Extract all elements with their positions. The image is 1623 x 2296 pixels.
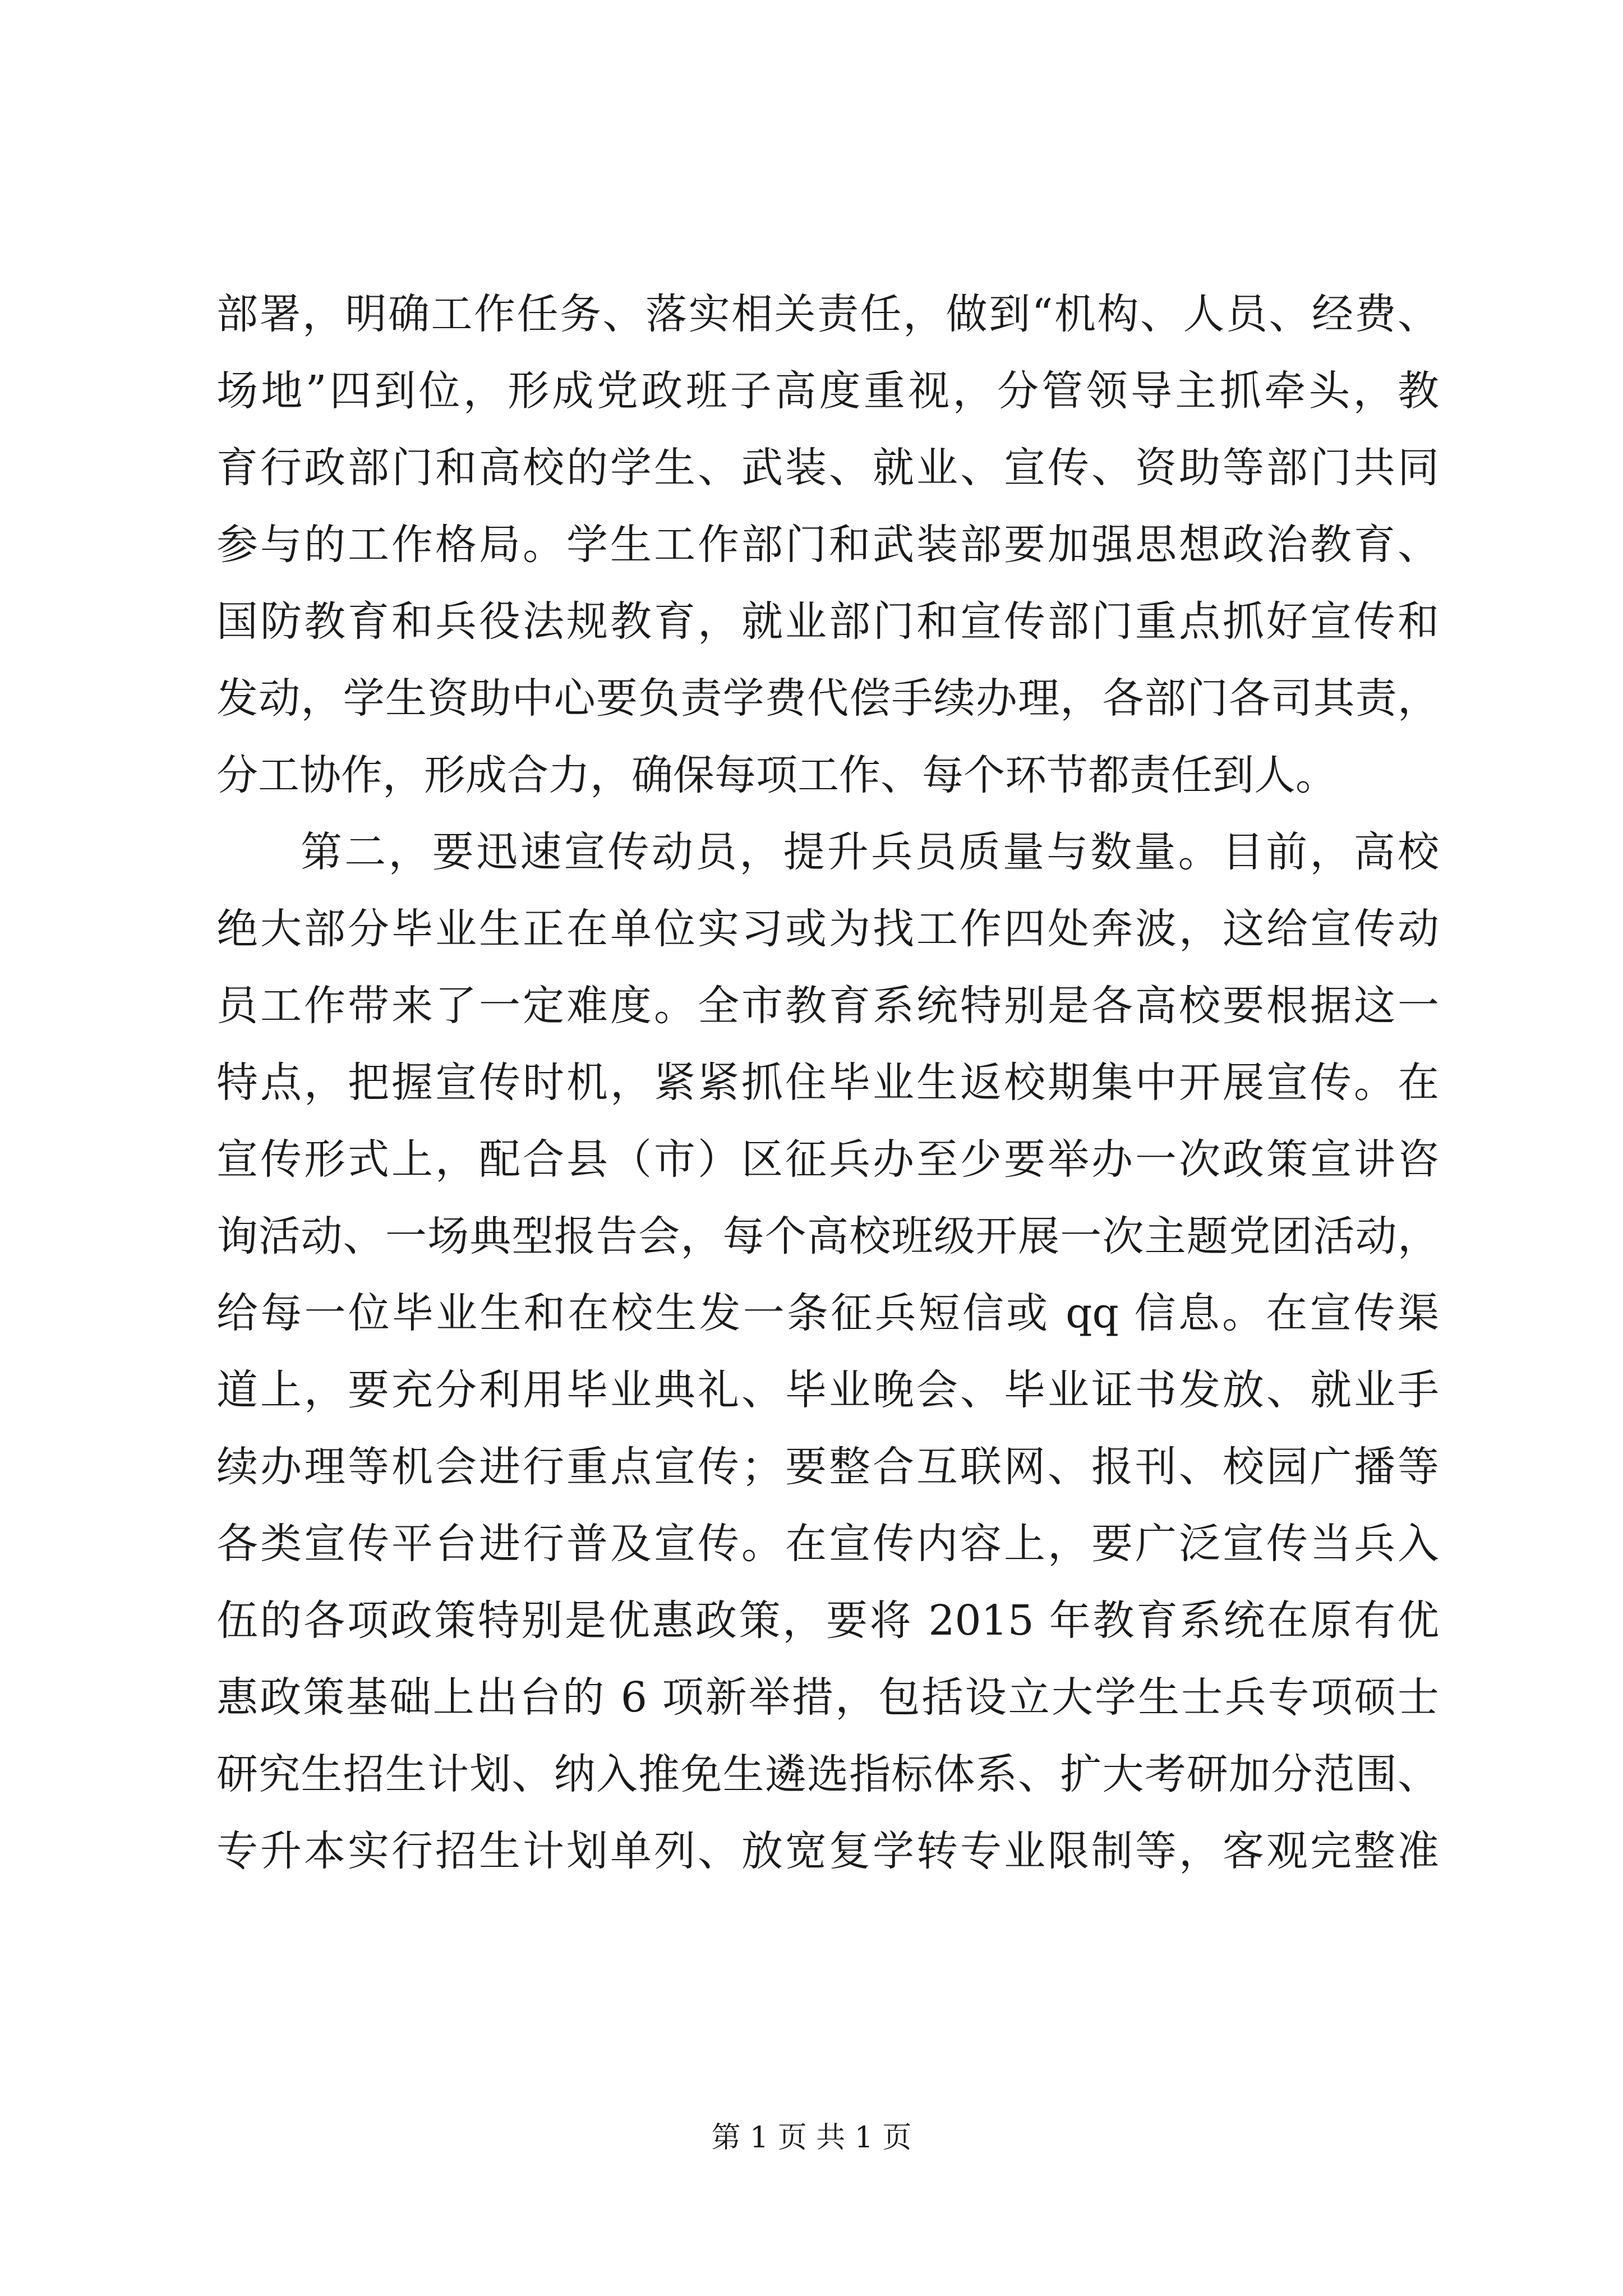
page-number-footer: 第 1 页 共 1 页	[711, 2121, 912, 2155]
text-line: 国防教育和兵役法规教育，就业部门和宣传部门重点抓好宣传和	[216, 597, 1439, 646]
text-line: 询活动、一场典型报告会，每个高校班级开展一次主题党团活动，	[216, 1212, 1439, 1260]
text-line: 研究生招生计划、纳入推免生遴选指标体系、扩大考研加分范围、	[216, 1750, 1439, 1798]
text-line: 惠政策基础上出台的 6 项新举措，包括设立大学生士兵专项硕士	[216, 1673, 1439, 1722]
text-line: 伍的各项政策特别是优惠政策，要将 2015 年教育系统在原有优	[216, 1596, 1439, 1645]
text-line: 各类宣传平台进行普及宣传。在宣传内容上，要广泛宣传当兵入	[216, 1520, 1439, 1568]
text-line: 育行政部门和高校的学生、武装、就业、宣传、资助等部门共同	[216, 444, 1439, 492]
text-line: 续办理等机会进行重点宣传；要整合互联网、报刊、校园广播等	[216, 1443, 1439, 1491]
text-line: 参与的工作格局。学生工作部门和武装部要加强思想政治教育、	[216, 521, 1439, 569]
text-line: 员工作带来了一定难度。全市教育系统特别是各高校要根据这一	[216, 982, 1439, 1030]
text-line: 专升本实行招生计划单列、放宽复学转专业限制等，客观完整准	[216, 1827, 1439, 1875]
text-line: 分工协作，形成合力，确保每项工作、每个环节都责任到人。	[216, 751, 1337, 799]
text-line: 宣传形式上，配合县（市）区征兵办至少要举办一次政策宣讲咨	[216, 1135, 1439, 1184]
text-line: 给每一位毕业生和在校生发一条征兵短信或 qq 信息。在宣传渠	[216, 1289, 1439, 1337]
text-line: 道上，要充分利用毕业典礼、毕业晚会、毕业证书发放、就业手	[216, 1366, 1439, 1414]
text-line: 部署，明确工作任务、落实相关责任，做到“机构、人员、经费、	[216, 290, 1439, 338]
text-line: 场地”四到位，形成党政班子高度重视，分管领导主抓牵头，教	[216, 367, 1439, 415]
paragraph-start-line: 第二，要迅速宣传动员，提升兵员质量与数量。目前，高校	[301, 828, 1439, 876]
text-line: 特点，把握宣传时机，紧紧抓住毕业生返校期集中开展宣传。在	[216, 1059, 1439, 1107]
text-line: 发动，学生资助中心要负责学费代偿手续办理，各部门各司其责，	[216, 674, 1439, 723]
text-line: 绝大部分毕业生正在单位实习或为找工作四处奔波，这给宣传动	[216, 905, 1439, 953]
